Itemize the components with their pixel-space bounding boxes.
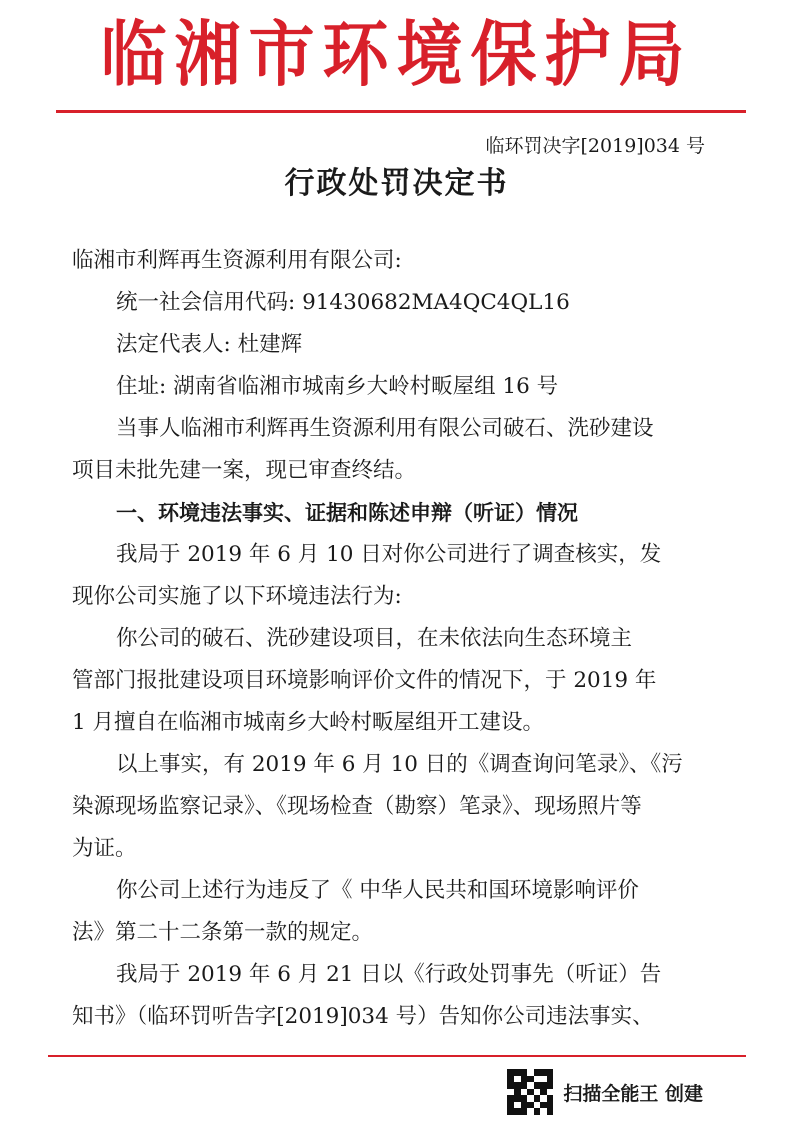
section-heading: 一、环境违法事实、证据和陈述申辩（听证）情况 (116, 501, 578, 525)
para2-line-2: 管部门报批建设项目环境影响评价文件的情况下，于 2019 年 (72, 668, 657, 693)
document-title: 行政处罚决定书 (284, 166, 509, 201)
qr-code-icon (507, 1069, 553, 1115)
addressee: 临湘市利辉再生资源利用有限公司: (72, 248, 402, 273)
para3-line-1: 以上事实，有 2019 年 6 月 10 日的《调查询问笔录》、《污 (116, 752, 683, 777)
para2-line-3: 1 月擅自在临湘市城南乡大岭村畈屋组开工建设。 (72, 710, 545, 735)
para4-line-2: 法》第二十二条第一款的规定。 (72, 920, 374, 945)
intro-line-1: 当事人临湘市利辉再生资源利用有限公司破石、洗砂建设 (116, 416, 654, 441)
para5-line-2: 知书》（临环罚听告字[2019]034 号）告知你公司违法事实、 (72, 1004, 654, 1029)
para3-line-3: 为证。 (72, 836, 137, 861)
para4-line-1: 你公司上述行为违反了《 中华人民共和国环境影响评价 (116, 878, 639, 903)
para2-line-1: 你公司的破石、洗砂建设项目，在未依法向生态环境主 (116, 626, 633, 651)
document-number: 临环罚决字[2019]034 号 (485, 135, 705, 157)
watermark-text: 扫描全能王 创建 (563, 1082, 703, 1105)
masthead-rule (56, 110, 746, 113)
legal-representative: 法定代表人: 杜建辉 (116, 332, 303, 357)
masthead: 临湘市环境保护局 (100, 11, 693, 97)
addressee-block (72, 240, 722, 1038)
para3-line-2: 染源现场监察记录》、《现场检查（勘察）笔录》、现场照片等 (72, 794, 642, 819)
footer-rule (48, 1055, 746, 1057)
para1-line-1: 我局于 2019 年 6 月 10 日对你公司进行了调查核实，发 (116, 542, 662, 567)
para1-line-2: 现你公司实施了以下环境违法行为: (72, 584, 402, 609)
para5-line-1: 我局于 2019 年 6 月 21 日以《行政处罚事先（听证）告 (116, 962, 662, 987)
credit-code: 统一社会信用代码: 91430682MA4QC4QL16 (116, 290, 570, 315)
scanner-watermark (507, 1068, 703, 1116)
intro-line-2: 项目未批先建一案，现已审查终结。 (72, 458, 417, 483)
address: 住址: 湖南省临湘市城南乡大岭村畈屋组 16 号 (116, 374, 559, 399)
